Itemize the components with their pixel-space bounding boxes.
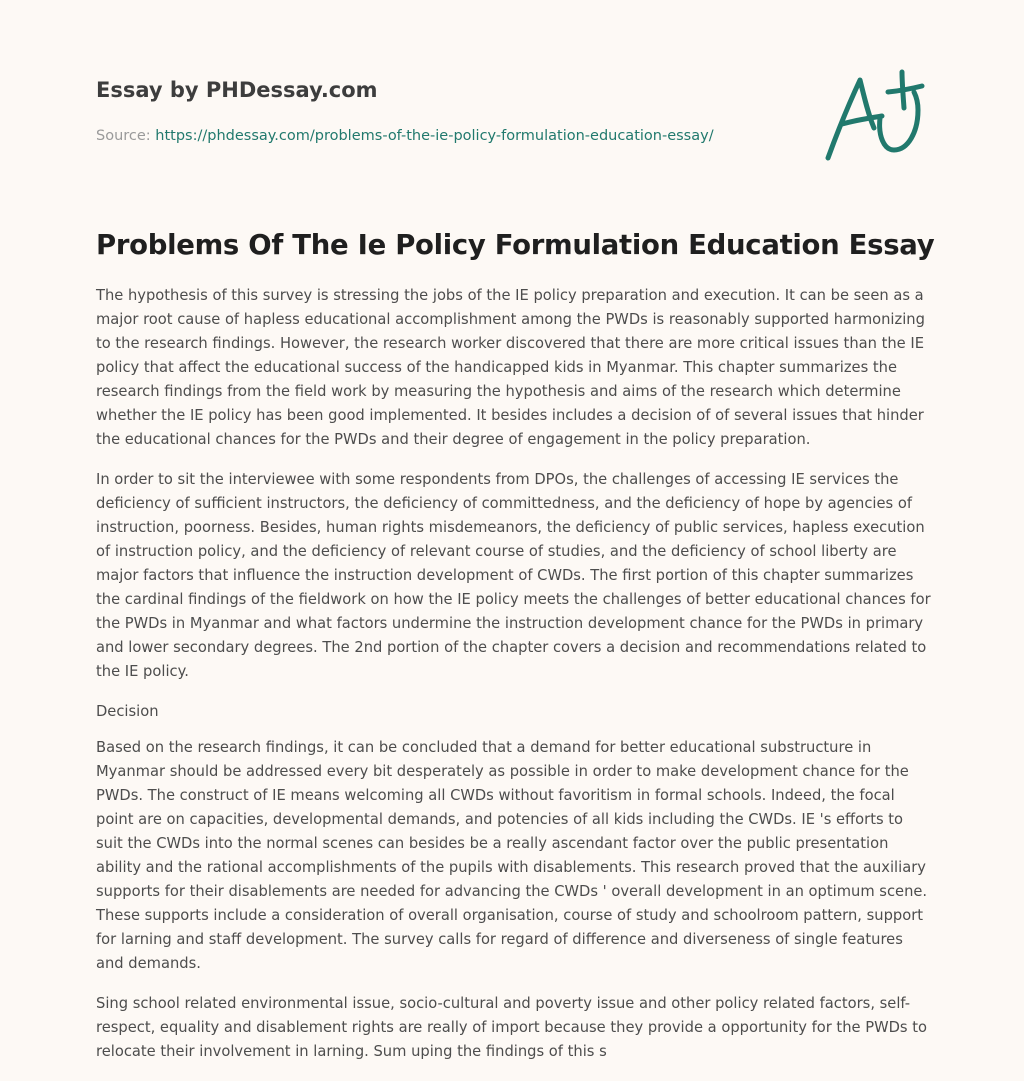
essay-paragraph: In order to sit the interviewee with some respondents from DPOs, the challenges of accessing IE services the deficiency of sufficient instructors, the deficiency of committedness, and the deficiency of hope by agencies of instruction, poorness. Besides, human rights misdemeanors, the deficiency of public services, hapless execution of instruction policy, and the deficiency of relevant course of studies, and the deficiency of school liberty are major factors that influence the instruction development of CWDs. The first portion of this chapter summarizes the cardinal findings of the fieldwork on how the IE policy meets the challenges of better educational chances for the PWDs in Myanmar and what factors undermine the instruction development chance for the PWDs in primary and lower secondary degrees. The 2nd portion of the chapter covers a decision and recommendations related to the IE policy. bbox=[96, 471, 931, 680]
section-heading: Decision bbox=[96, 703, 159, 720]
a-plus-grade-icon bbox=[822, 66, 932, 166]
source-line bbox=[96, 126, 796, 146]
essay-title: Problems Of The Ie Policy Formulation Education Essay bbox=[96, 229, 935, 261]
essay-paragraph: The hypothesis of this survey is stressing the jobs of the IE policy preparation and execution. It can be seen as a major root cause of hapless educational accomplishment among the PWDs is reasonably supported harmonizing to the research findings. However, the research worker discovered that there are more critical issues than the IE policy that affect the educational success of the handicapped kids in Myanmar. This chapter summarizes the research findings from the field work by measuring the hypothesis and aims of the research which determine whether the IE policy has been good implemented. It besides includes a decision of of several issues that hinder the educational chances for the PWDs and their degree of engagement in the policy preparation. bbox=[96, 287, 925, 448]
essay-paragraph: Based on the research findings, it can be concluded that a demand for better educational substructure in Myanmar should be addressed every bit desperately as possible in order to make development chance for the PWDs. The construct of IE means welcoming all CWDs without favoritism in formal schools. Indeed, the focal point are on capacities, developmental demands, and potencies of all kids including the CWDs. IE 's efforts to suit the CWDs into the normal scenes can besides be a really ascendant factor over the public presentation ability and the rational accomplishments of the pupils with disablements. This research proved that the auxiliary supports for their disablements are needed for advancing the CWDs ' overall development in an optimum scene. These supports include a consideration of overall organisation, course of study and schoolroom pattern, support for larning and staff development. The survey calls for regard of difference and diverseness of single features and demands. bbox=[96, 739, 928, 972]
brand-title: Essay by PHDessay.com bbox=[96, 78, 378, 102]
source-label: Source: bbox=[96, 128, 156, 144]
source-link[interactable]: https://phdessay.com/problems-of-the-ie-policy-formulation-education-essay/ bbox=[155, 128, 714, 144]
essay-paragraph: Sing school related environmental issue, socio-cultural and poverty issue and other policy related factors, self-respect, equality and disablement rights are really of import because they provide a opportunity for the PWDs to relocate their involvement in larning. Sum uping the findings of this s bbox=[96, 995, 927, 1060]
essay-body bbox=[96, 284, 934, 1080]
site-header bbox=[96, 76, 796, 146]
